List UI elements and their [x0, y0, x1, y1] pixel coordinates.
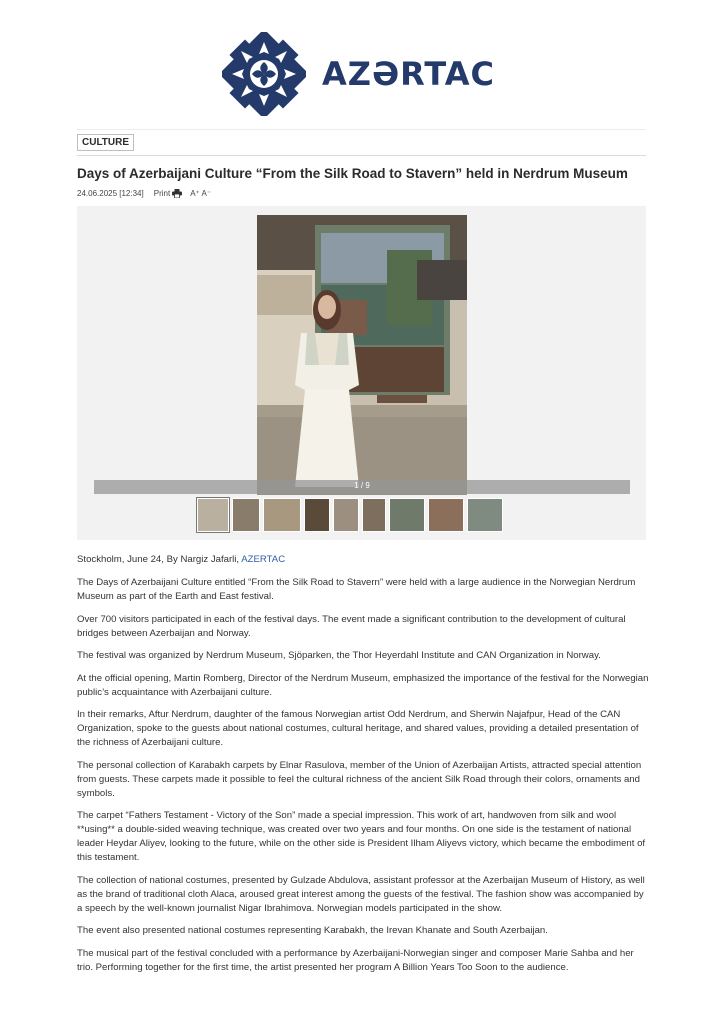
- gallery-thumb-2[interactable]: [232, 498, 260, 532]
- article-paragraph: The collection of national costumes, presented by Gulzade Abdulova, assistant professor at the Azerbaijan Museum of History, as well as the brand of traditional cloth Alaca, aroused great interest among the guests of the festival. The fashion show was accompanied by a speech by the well-known journalist Nigar Ibrahimova. Norwegian models participated in the show.: [77, 874, 645, 914]
- article-paragraph: In their remarks, Aftur Nerdrum, daughter of the famous Norwegian artist Odd Nerdrum, and Sherwin Najafpur, Head of the CAN Organization, spoke to the guests about national costumes, cultural heritage, and shared values, providing a detailed presentation of the richness of Azerbaijani culture.: [77, 709, 639, 748]
- article-byline: [77, 553, 649, 567]
- article-title: Days of Azerbaijani Culture “From the Silk Road to Stavern” held in Nerdrum Museum: [77, 166, 628, 181]
- article-paragraph: The festival was organized by Nerdrum Museum, Sjöparken, the Thor Heyerdahl Institute and CAN Organization in Norway.: [77, 650, 601, 661]
- gallery-thumb-4[interactable]: [304, 498, 330, 532]
- site-logo[interactable]: [222, 30, 495, 118]
- category-badge[interactable]: CULTURE: [77, 134, 134, 151]
- article-meta: [77, 189, 211, 198]
- header-divider: [77, 129, 646, 130]
- printer-icon: [172, 189, 182, 198]
- article-paragraph: At the official opening, Martin Romberg, Director of the Nerdrum Museum, emphasized the importance of the festival for the Norwegian public’s acquaintance with Azerbaijani culture.: [77, 672, 649, 698]
- article-date: 24.06.2025 [12:34]: [77, 189, 144, 198]
- gallery-thumb-9[interactable]: [467, 498, 503, 532]
- main-photo-image: [257, 215, 467, 495]
- print-button[interactable]: [154, 189, 182, 198]
- article-paragraph: The musical part of the festival concluded with a performance by Azerbaijani-Norwegian singer and composer Marie Sahba and her trio. Performing together for the first time, the artist presented her program A Billion Years Too Soon to the audience.: [77, 947, 634, 973]
- category-divider: [77, 155, 646, 156]
- gallery-counter-bar: [94, 480, 630, 494]
- gallery-thumb-8[interactable]: [428, 498, 464, 532]
- gallery-thumbnails: [197, 498, 503, 532]
- gallery-thumb-3[interactable]: [263, 498, 301, 532]
- gallery-thumb-6[interactable]: [362, 498, 386, 532]
- article-body: [77, 553, 649, 983]
- print-label: Print: [153, 189, 171, 198]
- article-paragraph: The carpet “Fathers Testament - Victory of the Son” made a special impression. This work of art, handwoven from silk and wool **using** a double-sided weaving technique, was created over two years and four months. On one side is the testament of national leader Heydar Aliyev, looking to the future, while on the other side is President Ilham Aliyevs victory, which became the embodiment of this testament.: [77, 810, 646, 863]
- article-paragraph: The event also presented national costumes representing Karabakh, the Irevan Khanate and South Azerbaijan.: [77, 925, 548, 936]
- article-paragraph: The personal collection of Karabakh carpets by Elnar Rasulova, member of the Union of Azerbaijan Artists, attracted special attention from guests. These carpets made it possible to feel the cultural richness of the ancient Silk Road through their colors, ornaments and symbols.: [77, 759, 642, 799]
- photo-gallery: [77, 206, 646, 540]
- byline-text: Stockholm, June 24, By Nargiz Jafarli,: [77, 554, 240, 565]
- font-size-toggle[interactable]: A⁺ A⁻: [190, 189, 212, 198]
- main-photo[interactable]: [257, 215, 467, 495]
- byline-agency-link[interactable]: AZERTAC: [241, 554, 286, 565]
- article-paragraph: Over 700 visitors participated in each of the festival days. The event made a significant contribution to the development of cultural bridges between Azerbaijan and Norway.: [77, 613, 626, 639]
- logo-text: AZƏRTAC: [322, 55, 495, 93]
- azertac-emblem-icon: [222, 32, 306, 116]
- article-paragraph: The Days of Azerbaijani Culture entitled “From the Silk Road to Stavern” were held with a large audience in the Norwegian Nerdrum Museum as part of the Earth and East festival.: [77, 577, 636, 602]
- gallery-thumb-7[interactable]: [389, 498, 425, 532]
- gallery-counter: 1 / 9: [354, 481, 370, 490]
- gallery-thumb-1[interactable]: [197, 498, 229, 532]
- gallery-thumb-5[interactable]: [333, 498, 359, 532]
